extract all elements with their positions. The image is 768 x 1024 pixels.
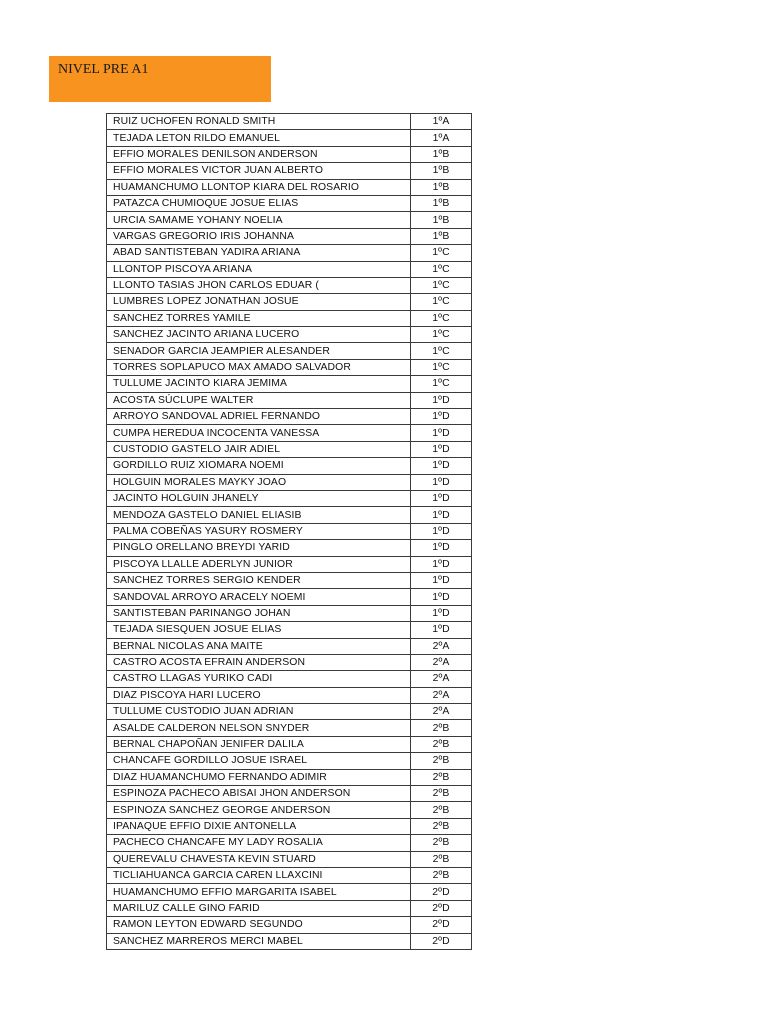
table-row <box>107 490 472 506</box>
student-grade: 1ºC <box>411 376 472 392</box>
table-row <box>107 720 472 736</box>
student-grade: 1ºD <box>411 605 472 621</box>
student-grade: 1ºD <box>411 572 472 588</box>
student-grade: 1ºB <box>411 228 472 244</box>
student-name: LUMBRES LOPEZ JONATHAN JOSUE <box>107 294 411 310</box>
table-row <box>107 753 472 769</box>
table-row <box>107 835 472 851</box>
student-name: PALMA COBEÑAS YASURY ROSMERY <box>107 523 411 539</box>
student-grade: 1ºD <box>411 425 472 441</box>
student-grade: 1ºC <box>411 261 472 277</box>
student-grade: 2ºD <box>411 933 472 949</box>
student-grade: 1ºD <box>411 556 472 572</box>
student-grade: 2ºB <box>411 867 472 883</box>
table-row <box>107 425 472 441</box>
table-row <box>107 441 472 457</box>
student-name: IPANAQUE EFFIO DIXIE ANTONELLA <box>107 818 411 834</box>
student-name: EFFIO MORALES DENILSON ANDERSON <box>107 146 411 162</box>
student-name: SENADOR GARCIA JEAMPIER ALESANDER <box>107 343 411 359</box>
table-row <box>107 114 472 130</box>
table-row <box>107 884 472 900</box>
table-row <box>107 277 472 293</box>
student-name: TEJADA SIESQUEN JOSUE ELIAS <box>107 622 411 638</box>
student-grade: 1ºB <box>411 212 472 228</box>
student-grade: 1ºC <box>411 245 472 261</box>
student-name: TORRES SOPLAPUCO MAX AMADO SALVADOR <box>107 359 411 375</box>
table-row <box>107 458 472 474</box>
table-row <box>107 474 472 490</box>
table-row <box>107 736 472 752</box>
student-grade: 2ºB <box>411 786 472 802</box>
table-row <box>107 376 472 392</box>
student-name: PACHECO CHANCAFE MY LADY ROSALIA <box>107 835 411 851</box>
student-grade: 1ºD <box>411 474 472 490</box>
table-row <box>107 654 472 670</box>
student-name: GORDILLO RUIZ XIOMARA NOEMI <box>107 458 411 474</box>
student-grade: 1ºC <box>411 277 472 293</box>
table-row <box>107 409 472 425</box>
student-name: RAMON LEYTON EDWARD SEGUNDO <box>107 917 411 933</box>
table-row <box>107 605 472 621</box>
student-grade: 1ºD <box>411 540 472 556</box>
student-grade: 2ºB <box>411 802 472 818</box>
student-grade: 1ºB <box>411 146 472 162</box>
table-row <box>107 851 472 867</box>
student-name: BERNAL CHAPOÑAN JENIFER DALILA <box>107 736 411 752</box>
student-name: TULLUME JACINTO KIARA JEMIMA <box>107 376 411 392</box>
student-name: CUSTODIO GASTELO JAIR ADIEL <box>107 441 411 457</box>
student-grade: 2ºD <box>411 917 472 933</box>
student-name: DIAZ PISCOYA HARI LUCERO <box>107 687 411 703</box>
student-grade: 1ºA <box>411 114 472 130</box>
table-row <box>107 867 472 883</box>
student-name: ESPINOZA PACHECO ABISAI JHON ANDERSON <box>107 786 411 802</box>
table-row <box>107 245 472 261</box>
student-grade: 2ºB <box>411 769 472 785</box>
student-grade: 2ºA <box>411 687 472 703</box>
student-grade: 1ºC <box>411 310 472 326</box>
table-row <box>107 294 472 310</box>
student-grade: 1ºC <box>411 294 472 310</box>
student-name: ESPINOZA SANCHEZ GEORGE ANDERSON <box>107 802 411 818</box>
student-name: CASTRO ACOSTA EFRAIN ANDERSON <box>107 654 411 670</box>
table-row <box>107 359 472 375</box>
student-grade: 1ºD <box>411 409 472 425</box>
student-name: URCIA SAMAME YOHANY NOELIA <box>107 212 411 228</box>
table-row <box>107 507 472 523</box>
table-row <box>107 261 472 277</box>
student-name: ABAD SANTISTEBAN YADIRA ARIANA <box>107 245 411 261</box>
table-row <box>107 818 472 834</box>
table-row <box>107 704 472 720</box>
student-name: HUAMANCHUMO LLONTOP KIARA DEL ROSARIO <box>107 179 411 195</box>
table-row <box>107 523 472 539</box>
student-name: SANCHEZ MARREROS MERCI MABEL <box>107 933 411 949</box>
student-grade: 2ºA <box>411 704 472 720</box>
student-name: ACOSTA SÚCLUPE WALTER <box>107 392 411 408</box>
student-grade: 2ºB <box>411 818 472 834</box>
student-name: ARROYO SANDOVAL ADRIEL FERNANDO <box>107 409 411 425</box>
student-grade: 1ºC <box>411 343 472 359</box>
student-grade: 2ºD <box>411 884 472 900</box>
table-row <box>107 130 472 146</box>
table-row <box>107 310 472 326</box>
student-name: SANDOVAL ARROYO ARACELY NOEMI <box>107 589 411 605</box>
table-row <box>107 195 472 211</box>
table-row <box>107 572 472 588</box>
student-grade: 1ºA <box>411 130 472 146</box>
student-grade: 2ºB <box>411 835 472 851</box>
student-grade: 1ºD <box>411 441 472 457</box>
student-name: RUIZ UCHOFEN RONALD SMITH <box>107 114 411 130</box>
student-name: PINGLO ORELLANO BREYDI YARID <box>107 540 411 556</box>
table-row <box>107 933 472 949</box>
student-name: SANCHEZ TORRES SERGIO KENDER <box>107 572 411 588</box>
student-grade: 2ºB <box>411 720 472 736</box>
student-grade: 2ºA <box>411 638 472 654</box>
student-grade: 1ºB <box>411 179 472 195</box>
student-name: SANCHEZ JACINTO ARIANA LUCERO <box>107 327 411 343</box>
level-header <box>49 56 271 102</box>
student-name: PISCOYA LLALLE ADERLYN JUNIOR <box>107 556 411 572</box>
table-row <box>107 540 472 556</box>
table-row <box>107 917 472 933</box>
student-name: LLONTO TASIAS JHON CARLOS EDUAR ( <box>107 277 411 293</box>
table-row <box>107 671 472 687</box>
table-row <box>107 327 472 343</box>
student-grade: 2ºA <box>411 671 472 687</box>
student-name: BERNAL NICOLAS ANA MAITE <box>107 638 411 654</box>
table-row <box>107 556 472 572</box>
student-grade: 2ºB <box>411 851 472 867</box>
table-row <box>107 900 472 916</box>
table-row <box>107 589 472 605</box>
student-grade: 1ºD <box>411 392 472 408</box>
student-name: SANCHEZ TORRES YAMILE <box>107 310 411 326</box>
student-table <box>106 113 472 950</box>
student-grade: 2ºB <box>411 736 472 752</box>
table-row <box>107 786 472 802</box>
table-row <box>107 392 472 408</box>
student-name: QUEREVALU CHAVESTA KEVIN STUARD <box>107 851 411 867</box>
table-row <box>107 622 472 638</box>
table-row <box>107 163 472 179</box>
table-row <box>107 769 472 785</box>
student-grade: 1ºC <box>411 327 472 343</box>
student-name: CUMPA HEREDUA INCOCENTA VANESSA <box>107 425 411 441</box>
student-name: HOLGUIN MORALES MAYKY JOAO <box>107 474 411 490</box>
table-row <box>107 212 472 228</box>
student-grade: 1ºD <box>411 622 472 638</box>
student-name: CHANCAFE GORDILLO JOSUE ISRAEL <box>107 753 411 769</box>
student-name: SANTISTEBAN PARINANGO JOHAN <box>107 605 411 621</box>
student-name: PATAZCA CHUMIOQUE JOSUE ELIAS <box>107 195 411 211</box>
student-name: TULLUME CUSTODIO JUAN ADRIAN <box>107 704 411 720</box>
student-grade: 2ºA <box>411 654 472 670</box>
table-row <box>107 343 472 359</box>
student-grade: 2ºB <box>411 753 472 769</box>
student-name: EFFIO MORALES VICTOR JUAN ALBERTO <box>107 163 411 179</box>
student-grade: 1ºD <box>411 523 472 539</box>
student-name: HUAMANCHUMO EFFIO MARGARITA ISABEL <box>107 884 411 900</box>
student-rows <box>107 114 472 950</box>
student-grade: 1ºD <box>411 589 472 605</box>
student-name: TICLIAHUANCA GARCIA CAREN LLAXCINI <box>107 867 411 883</box>
table-row <box>107 687 472 703</box>
level-title: NIVEL PRE A1 <box>58 62 149 77</box>
student-name: ASALDE CALDERON NELSON SNYDER <box>107 720 411 736</box>
student-name: MENDOZA GASTELO DANIEL ELIASIB <box>107 507 411 523</box>
student-name: CASTRO LLAGAS YURIKO CADI <box>107 671 411 687</box>
student-name: VARGAS GREGORIO IRIS JOHANNA <box>107 228 411 244</box>
student-grade: 2ºD <box>411 900 472 916</box>
student-grade: 1ºB <box>411 195 472 211</box>
student-grade: 1ºD <box>411 490 472 506</box>
student-grade: 1ºC <box>411 359 472 375</box>
table-row <box>107 179 472 195</box>
table-row <box>107 146 472 162</box>
student-name: JACINTO HOLGUIN JHANELY <box>107 490 411 506</box>
table-row <box>107 802 472 818</box>
student-grade: 1ºD <box>411 507 472 523</box>
student-grade: 1ºB <box>411 163 472 179</box>
student-name: MARILUZ CALLE GINO FARID <box>107 900 411 916</box>
table-row <box>107 228 472 244</box>
student-name: TEJADA LETON RILDO EMANUEL <box>107 130 411 146</box>
student-grade: 1ºD <box>411 458 472 474</box>
student-name: LLONTOP PISCOYA ARIANA <box>107 261 411 277</box>
student-name: DIAZ HUAMANCHUMO FERNANDO ADIMIR <box>107 769 411 785</box>
table-row <box>107 638 472 654</box>
